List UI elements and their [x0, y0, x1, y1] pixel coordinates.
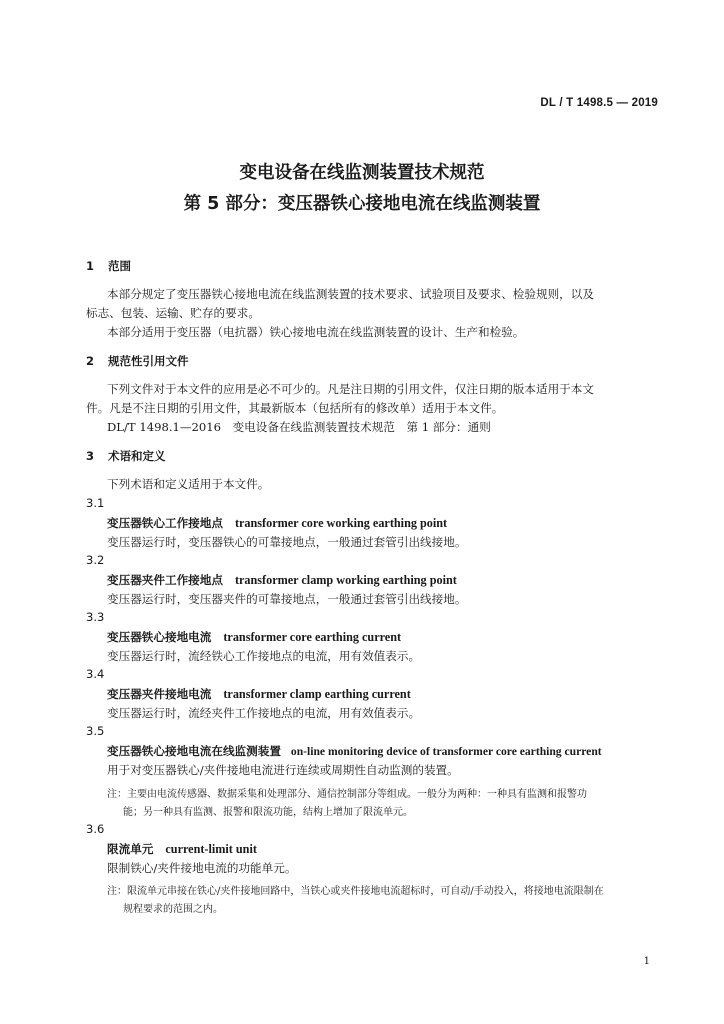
term-note: 注：限流单元串接在铁心/夹件接地回路中，当铁心或夹件接地电流超标时，可自动/手动投入，将接地电流限制在 [107, 886, 604, 897]
paragraph: 本部分规定了变压器铁心接地电流在线监测装置的技术要求、试验项目及要求、检验规则，以及 [107, 287, 594, 301]
term-heading [107, 686, 411, 702]
term-number: 3.6 [86, 822, 105, 836]
term-number: 3.1 [86, 496, 105, 510]
term-definition: 限制铁心/夹件接地电流的功能单元。 [107, 861, 297, 875]
term-chinese: 变压器夹件接地电流 [107, 687, 212, 701]
term-definition: 变压器运行时，变压器铁心的可靠接地点，一般通过套管引出线接地。 [107, 535, 467, 549]
term-english: on-line monitoring device of transformer core earthing current [290, 745, 602, 758]
section-1-heading [86, 258, 131, 274]
term-number: 3.2 [86, 553, 105, 567]
term-heading [107, 515, 447, 531]
term-note: 注：主要由电流传感器、数据采集和处理部分、通信控制部分等组成。一般分为两种：一种具有监测和报警功 [107, 789, 587, 800]
term-chinese: 变压器铁心接地电流 [107, 630, 212, 644]
section-number: 2 [86, 354, 95, 368]
paragraph-continuation: 标志、包装、运输、贮存的要求。 [86, 306, 260, 320]
term-definition: 变压器运行时，流经铁心工作接地点的电流，用有效值表示。 [107, 649, 421, 663]
term-english: transformer core earthing current [223, 630, 402, 644]
term-definition: 变压器运行时，流经夹件工作接地点的电流，用有效值表示。 [107, 706, 421, 720]
section-title: 术语和定义 [108, 449, 166, 463]
term-number: 3.4 [86, 667, 105, 681]
paragraph: 下列文件对于本文件的应用是必不可少的。凡是注日期的引用文件，仅注日期的版本适用于本文 [107, 382, 594, 396]
section-number: 1 [86, 259, 95, 273]
term-note-continuation: 规程要求的范围之内。 [123, 904, 223, 915]
section-2-heading [86, 353, 189, 369]
term-heading [107, 629, 401, 645]
term-definition: 用于对变压器铁心/夹件接地电流进行连续或周期性自动监测的装置。 [107, 763, 459, 777]
section-title: 规范性引用文件 [108, 354, 189, 368]
standard-code: DL / T 1498.5 — 2019 [540, 97, 658, 109]
term-heading [107, 743, 602, 759]
document-title: 变电设备在线监测装置技术规范 [239, 163, 485, 183]
normative-reference: DL/T 1498.1—2016 变电设备在线监测装置技术规范 第 1 部分：通则 [107, 420, 491, 434]
term-note-continuation: 能；另一种具有监测、报警和限流功能，结构上增加了限流单元。 [123, 807, 413, 818]
section-number: 3 [86, 449, 95, 463]
term-number: 3.5 [86, 724, 105, 738]
section-3-heading [86, 448, 166, 464]
paragraph: 本部分适用于变压器（电抗器）铁心接地电流在线监测装置的设计、生产和检验。 [107, 325, 525, 339]
term-number: 3.3 [86, 610, 105, 624]
term-definition: 变压器运行时，变压器夹件的可靠接地点，一般通过套管引出线接地。 [107, 592, 467, 606]
term-english: current-limit unit [165, 842, 257, 856]
term-english: transformer clamp working earthing point [234, 573, 457, 587]
term-chinese: 限流单元 [107, 842, 154, 856]
term-english: transformer clamp earthing current [223, 687, 411, 701]
page-number: 1 [643, 956, 650, 967]
term-chinese: 变压器铁心工作接地点 [107, 516, 223, 530]
section-title: 范围 [108, 259, 131, 273]
term-chinese: 变压器铁心接地电流在线监测装置 [107, 744, 281, 758]
paragraph-continuation: 件。凡是不注日期的引用文件，其最新版本（包括所有的修改单）适用于本文件。 [86, 401, 504, 415]
term-heading [107, 841, 257, 857]
term-chinese: 变压器夹件工作接地点 [107, 573, 223, 587]
term-english: transformer core working earthing point [234, 516, 448, 530]
document-subtitle: 第 5 部分：变压器铁心接地电流在线监测装置 [183, 194, 541, 214]
paragraph: 下列术语和定义适用于本文件。 [107, 477, 270, 491]
term-heading [107, 572, 457, 588]
